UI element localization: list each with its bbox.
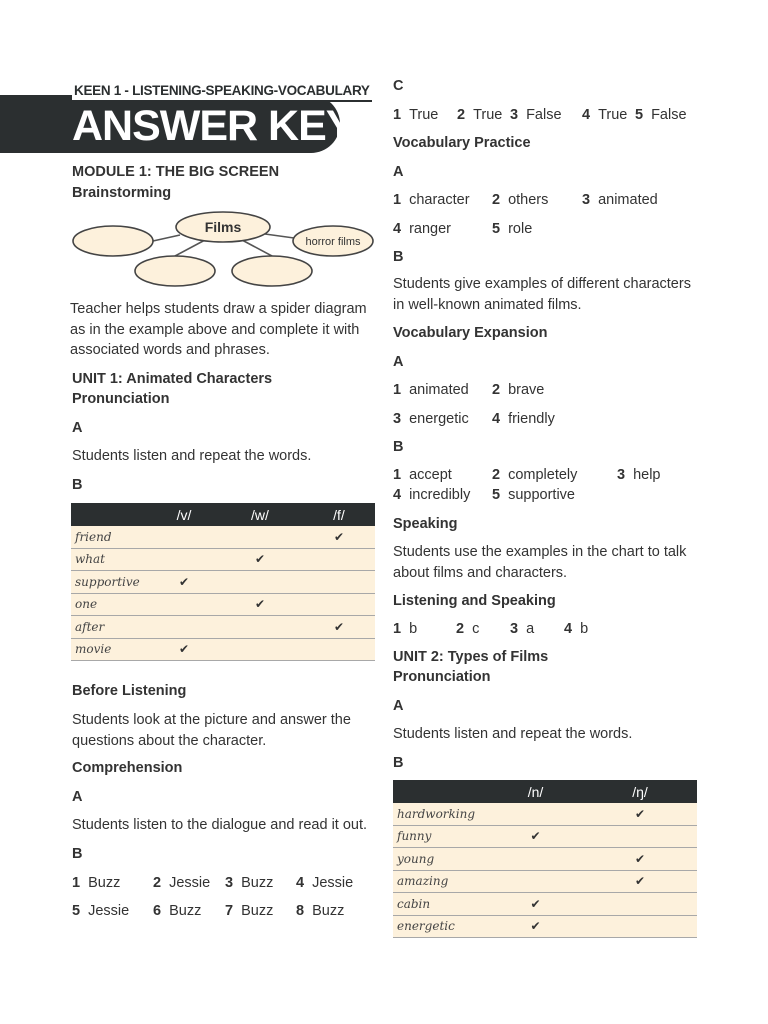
answer-text: brave (508, 382, 545, 398)
table-cell-empty (583, 825, 697, 848)
check-icon: ✔ (333, 619, 345, 634)
check-icon: ✔ (178, 574, 190, 589)
answer-number: 2 (492, 192, 501, 208)
check-icon (217, 548, 303, 571)
table-word: energetic (393, 915, 488, 938)
spider-node-empty (135, 256, 215, 286)
answer-row (393, 221, 703, 241)
check-icon: ✔ (254, 597, 266, 612)
answer-text: friendly (508, 411, 555, 427)
page-title: ANSWER KEY (72, 102, 354, 150)
pronunciation-table-unit1 (71, 503, 375, 661)
answer-row (393, 487, 703, 507)
table-header-sound: /f/ (303, 503, 375, 526)
table-word: young (393, 848, 488, 871)
table-cell-empty (303, 571, 375, 594)
pronunciation-heading: Pronunciation (393, 669, 491, 685)
answer-number: 1 (72, 875, 81, 891)
answer-number: 3 (393, 411, 402, 427)
answer-text: False (526, 107, 562, 123)
check-icon: ✔ (254, 552, 266, 567)
check-icon (488, 893, 583, 916)
section-label: A (393, 354, 404, 370)
table-row (71, 616, 375, 639)
answer-text: Buzz (312, 903, 345, 919)
section-label: A (72, 789, 83, 805)
table-word: friend (71, 526, 151, 548)
answer-text: energetic (409, 411, 469, 427)
spider-link (153, 235, 180, 241)
check-icon (488, 915, 583, 938)
spider-note: Teacher helps students draw a spider diagram as in the example above and complete it with associated words and phrases. (70, 301, 367, 358)
table-cell-empty (303, 638, 375, 661)
section-label: A (393, 698, 404, 714)
table-cell-empty (583, 893, 697, 916)
answer-number: 2 (492, 382, 501, 398)
answer-number: 1 (393, 192, 402, 208)
answer-number: 1 (393, 467, 402, 483)
instruction-text: Students use the examples in the chart to talk about films and characters. (393, 544, 687, 581)
table-cell-empty (151, 548, 217, 571)
answer-text: True (409, 107, 439, 123)
vocabulary-expansion-heading: Vocabulary Expansion (393, 325, 548, 341)
answer-text: character (409, 192, 470, 208)
answer-row (393, 107, 703, 127)
table-header-sound: /ŋ/ (583, 780, 697, 803)
answer-number: 3 (582, 192, 591, 208)
table-cell-empty (303, 593, 375, 616)
instruction-text: Students look at the picture and answer the questions about the character. (72, 712, 351, 749)
answer-row (393, 621, 703, 641)
table-row (71, 593, 375, 616)
answer-text: others (508, 192, 549, 208)
section-label: B (393, 249, 404, 265)
answer-text: b (580, 621, 589, 637)
answer-number: 4 (393, 487, 402, 503)
table-header-blank (393, 780, 488, 803)
instruction-text: Students listen and repeat the words. (393, 726, 633, 742)
answer-number: 4 (582, 107, 591, 123)
table-word: after (71, 616, 151, 639)
section-label: B (72, 477, 83, 493)
table-row (393, 848, 697, 871)
check-icon (583, 870, 697, 893)
table-cell-empty (217, 616, 303, 639)
table-row (393, 870, 697, 893)
table-cell-empty (217, 526, 303, 548)
answer-text: c (472, 621, 480, 637)
answer-text: Buzz (88, 875, 121, 891)
table-cell-empty (488, 803, 583, 825)
answer-text: ranger (409, 221, 451, 237)
answer-text: help (633, 467, 661, 483)
answer-row (393, 411, 703, 431)
check-icon: ✔ (178, 642, 190, 657)
section-label: B (393, 439, 404, 455)
answer-row (72, 875, 372, 895)
speaking-heading: Speaking (393, 516, 458, 532)
table-word: one (71, 593, 151, 616)
spider-example-label: horror films (305, 236, 361, 248)
answer-number: 1 (393, 382, 402, 398)
section-label: A (393, 164, 404, 180)
table-cell-empty (217, 571, 303, 594)
table-row (393, 825, 697, 848)
answer-number: 3 (510, 107, 519, 123)
spider-link (265, 234, 294, 238)
check-icon (151, 638, 217, 661)
table-row (71, 638, 375, 661)
answer-number: 5 (635, 107, 644, 123)
check-icon: ✔ (530, 829, 541, 844)
section-label: B (393, 755, 404, 771)
table-row (393, 893, 697, 916)
table-cell-empty (488, 848, 583, 871)
answer-row (393, 382, 703, 402)
table-row (393, 803, 697, 825)
answer-number: 4 (393, 221, 402, 237)
answer-number: 1 (393, 621, 402, 637)
pronunciation-heading: Pronunciation (72, 391, 170, 407)
spider-diagram (70, 208, 380, 290)
spider-center-label: Films (204, 219, 242, 235)
answer-text: True (598, 107, 628, 123)
table-row (71, 548, 375, 571)
answer-text: supportive (508, 487, 575, 503)
table-word: cabin (393, 893, 488, 916)
table-cell-empty (583, 915, 697, 938)
table-cell-empty (488, 870, 583, 893)
unit1-title: UNIT 1: Animated Characters (72, 371, 273, 387)
spider-link (175, 240, 205, 256)
table-header-sound: /w/ (217, 503, 303, 526)
section-label: C (393, 78, 404, 94)
answer-number: 3 (510, 621, 519, 637)
table-word: amazing (393, 870, 488, 893)
answer-text: accept (409, 467, 452, 483)
table-header-sound: /n/ (488, 780, 583, 803)
check-icon: ✔ (530, 896, 541, 911)
table-cell-empty (151, 616, 217, 639)
check-icon: ✔ (333, 529, 345, 544)
answer-text: animated (598, 192, 658, 208)
table-row (393, 915, 697, 938)
answer-text: a (526, 621, 535, 637)
table-word: movie (71, 638, 151, 661)
answer-row (393, 192, 703, 212)
answer-row (393, 467, 703, 487)
answer-row (72, 903, 372, 923)
spider-node-empty (232, 256, 312, 286)
table-header-blank (71, 503, 151, 526)
vocabulary-practice-heading: Vocabulary Practice (393, 135, 531, 151)
table-row (71, 571, 375, 594)
listening-speaking-heading: Listening and Speaking (393, 593, 556, 609)
pronunciation-table-unit2 (393, 780, 697, 938)
before-listening-heading: Before Listening (72, 683, 187, 699)
check-icon (303, 616, 375, 639)
answer-number: 2 (456, 621, 465, 637)
answer-text: animated (409, 382, 469, 398)
answer-number: 3 (225, 875, 234, 891)
module-title: MODULE 1: THE BIG SCREEN (72, 164, 280, 180)
table-cell-empty (303, 548, 375, 571)
answer-number: 1 (393, 107, 402, 123)
answer-text: Jessie (312, 875, 354, 891)
brainstorming-heading: Brainstorming (72, 185, 172, 201)
answer-number: 4 (492, 411, 501, 427)
section-label: A (72, 420, 83, 436)
table-row (71, 526, 375, 548)
check-icon (303, 526, 375, 548)
answer-number: 5 (492, 221, 501, 237)
table-cell-empty (151, 526, 217, 548)
check-icon (583, 848, 697, 871)
check-icon: ✔ (634, 874, 646, 889)
table-cell-empty (217, 638, 303, 661)
answer-number: 5 (72, 903, 81, 919)
table-word: funny (393, 825, 488, 848)
table-cell-empty (151, 593, 217, 616)
answer-text: Buzz (169, 903, 202, 919)
answer-number: 2 (492, 467, 501, 483)
table-word: supportive (71, 571, 151, 594)
section-label: B (72, 846, 83, 862)
answer-number: 6 (153, 903, 162, 919)
instruction-text: Students give examples of different characters in well-known animated films. (393, 276, 691, 313)
check-icon: ✔ (634, 851, 646, 866)
answer-text: Jessie (169, 875, 211, 891)
table-header-sound: /v/ (151, 503, 217, 526)
answer-number: 4 (564, 621, 573, 637)
unit2-title: UNIT 2: Types of Films (393, 649, 549, 665)
answer-number: 3 (617, 467, 626, 483)
answer-text: Buzz (241, 903, 274, 919)
answer-number: 5 (492, 487, 501, 503)
check-icon (217, 593, 303, 616)
answer-number: 2 (457, 107, 466, 123)
comprehension-heading: Comprehension (72, 760, 183, 776)
answer-number: 7 (225, 903, 234, 919)
spider-link (242, 240, 272, 256)
answer-number: 2 (153, 875, 162, 891)
check-icon (151, 571, 217, 594)
table-word: hardworking (393, 803, 488, 825)
answer-number: 8 (296, 903, 305, 919)
check-icon: ✔ (530, 919, 541, 934)
answer-text: completely (508, 467, 578, 483)
instruction-text: Students listen and repeat the words. (72, 448, 312, 464)
check-icon (583, 803, 697, 825)
answer-number: 4 (296, 875, 305, 891)
spider-node-empty (73, 226, 153, 256)
answer-text: Buzz (241, 875, 274, 891)
instruction-text: Students listen to the dialogue and read it out. (72, 817, 368, 833)
answer-text: b (409, 621, 418, 637)
check-icon (488, 825, 583, 848)
check-icon: ✔ (634, 806, 646, 821)
answer-text: role (508, 221, 533, 237)
table-word: what (71, 548, 151, 571)
answer-text: False (651, 107, 687, 123)
answer-text: True (473, 107, 503, 123)
series-title: KEEN 1 - LISTENING-SPEAKING-VOCABULARY (72, 82, 372, 102)
answer-text: incredibly (409, 487, 471, 503)
answer-text: Jessie (88, 903, 130, 919)
